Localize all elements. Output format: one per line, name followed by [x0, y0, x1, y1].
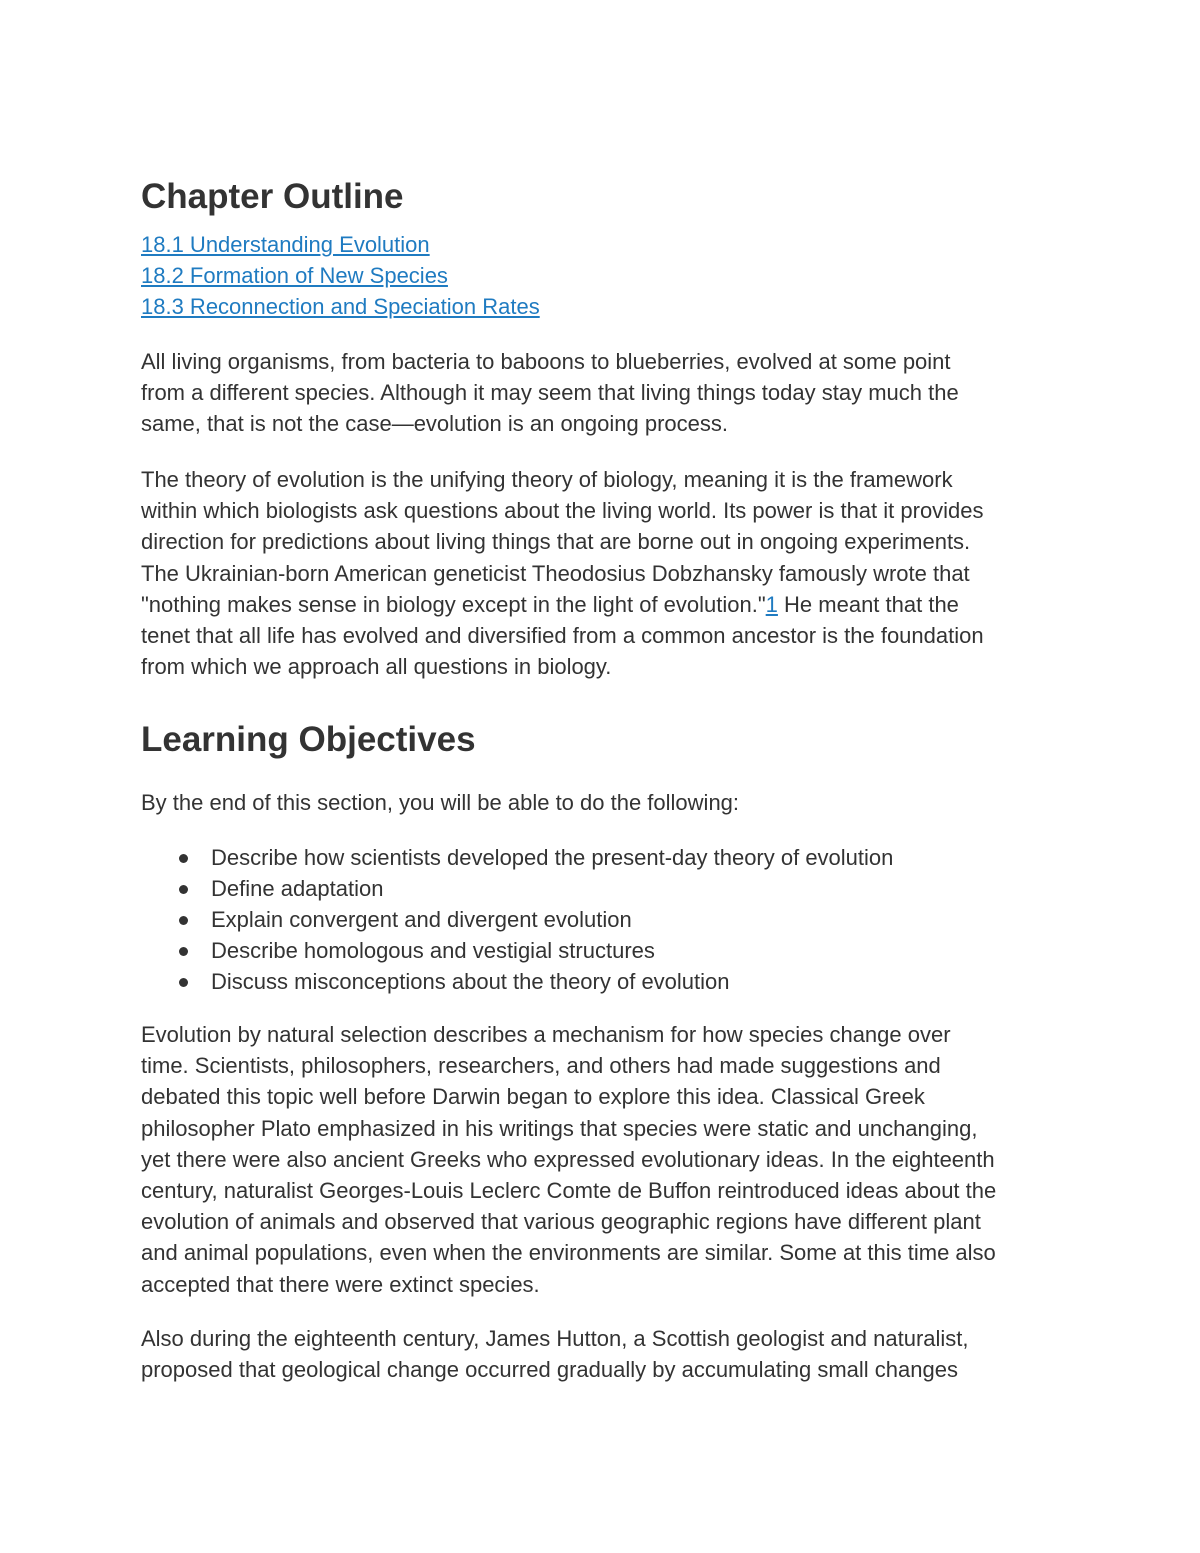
text-line: Also during the eighteenth century, James Hutton, a Scottish geologist and naturalist,	[141, 1326, 969, 1351]
text-line: century, naturalist Georges-Louis Leclerc Comte de Buffon reintroduced ideas about the	[141, 1178, 997, 1204]
objectives-intro: By the end of this section, you will be able to do the following:	[141, 790, 740, 815]
text-line: within which biologists ask questions about the living world. Its power is that it provides	[141, 498, 984, 524]
outline-link-18-3[interactable]: 18.3 Reconnection and Speciation Rates	[141, 294, 540, 319]
text-line: same, that is not the case—evolution is an ongoing process.	[141, 411, 729, 437]
text-line: "nothing makes sense in biology except in the light of evolution."	[141, 591, 766, 617]
text-line: and animal populations, even when the environments are similar. Some at this time also	[141, 1240, 996, 1266]
list-item	[141, 291, 540, 322]
chapter-outline-heading: Chapter Outline	[141, 177, 404, 216]
outline-link-18-1[interactable]: 18.1 Understanding Evolution	[141, 232, 430, 257]
theory-paragraph	[141, 464, 1066, 682]
objective-text: Describe homologous and vestigial structures	[211, 938, 655, 963]
bullet-icon	[179, 916, 188, 925]
objectives-list	[141, 842, 893, 997]
list-item	[141, 873, 893, 904]
text-line: tenet that all life has evolved and diversified from a common ancestor is the foundation	[141, 623, 984, 649]
text-line: debated this topic well before Darwin began to explore this idea. Classical Greek	[141, 1084, 925, 1110]
text-line: The theory of evolution is the unifying theory of biology, meaning it is the framework	[141, 467, 953, 492]
list-item	[141, 966, 893, 997]
learning-objectives-heading: Learning Objectives	[141, 720, 476, 759]
text-line: time. Scientists, philosophers, researchers, and others had made suggestions and	[141, 1053, 941, 1079]
outline-link-18-2[interactable]: 18.2 Formation of New Species	[141, 263, 448, 288]
chapter-outline-list	[141, 229, 540, 322]
natural-selection-paragraph	[141, 1019, 1066, 1300]
text-line: from which we approach all questions in biology.	[141, 654, 612, 680]
list-item	[141, 842, 893, 873]
list-item	[141, 904, 893, 935]
objective-text: Define adaptation	[211, 876, 384, 901]
list-item	[141, 935, 893, 966]
text-line: proposed that geological change occurred gradually by accumulating small changes	[141, 1357, 958, 1383]
text-line: philosopher Plato emphasized in his writings that species were static and unchanging,	[141, 1115, 978, 1141]
bullet-icon	[179, 854, 188, 863]
text-line: accepted that there were extinct species.	[141, 1271, 540, 1297]
objective-text: Describe how scientists developed the present-day theory of evolution	[211, 845, 894, 870]
text-fragment: He meant that the	[777, 591, 959, 617]
text-line: evolution of animals and observed that various geographic regions have different plant	[141, 1209, 981, 1235]
text-line: direction for predictions about living things that are borne out in ongoing experiments.	[141, 529, 971, 555]
bullet-icon	[179, 978, 188, 987]
list-item	[141, 229, 540, 260]
text-line: from a different species. Although it may seem that living things today stay much the	[141, 380, 959, 406]
text-line: The Ukrainian-born American geneticist Theodosius Dobzhansky famously wrote that	[141, 560, 970, 586]
bullet-icon	[179, 885, 188, 894]
objective-text: Discuss misconceptions about the theory of evolution	[211, 969, 730, 994]
intro-paragraph	[141, 346, 1066, 440]
text-line: All living organisms, from bacteria to baboons to blueberries, evolved at some point	[141, 349, 951, 374]
hutton-paragraph	[141, 1323, 1066, 1385]
objective-text: Explain convergent and divergent evolution	[211, 907, 632, 932]
footnote-link[interactable]: 1	[765, 591, 778, 617]
text-line: yet there were also ancient Greeks who expressed evolutionary ideas. In the eighteenth	[141, 1146, 995, 1172]
list-item	[141, 260, 540, 291]
text-line: Evolution by natural selection describes a mechanism for how species change over	[141, 1022, 951, 1047]
bullet-icon	[179, 947, 188, 956]
